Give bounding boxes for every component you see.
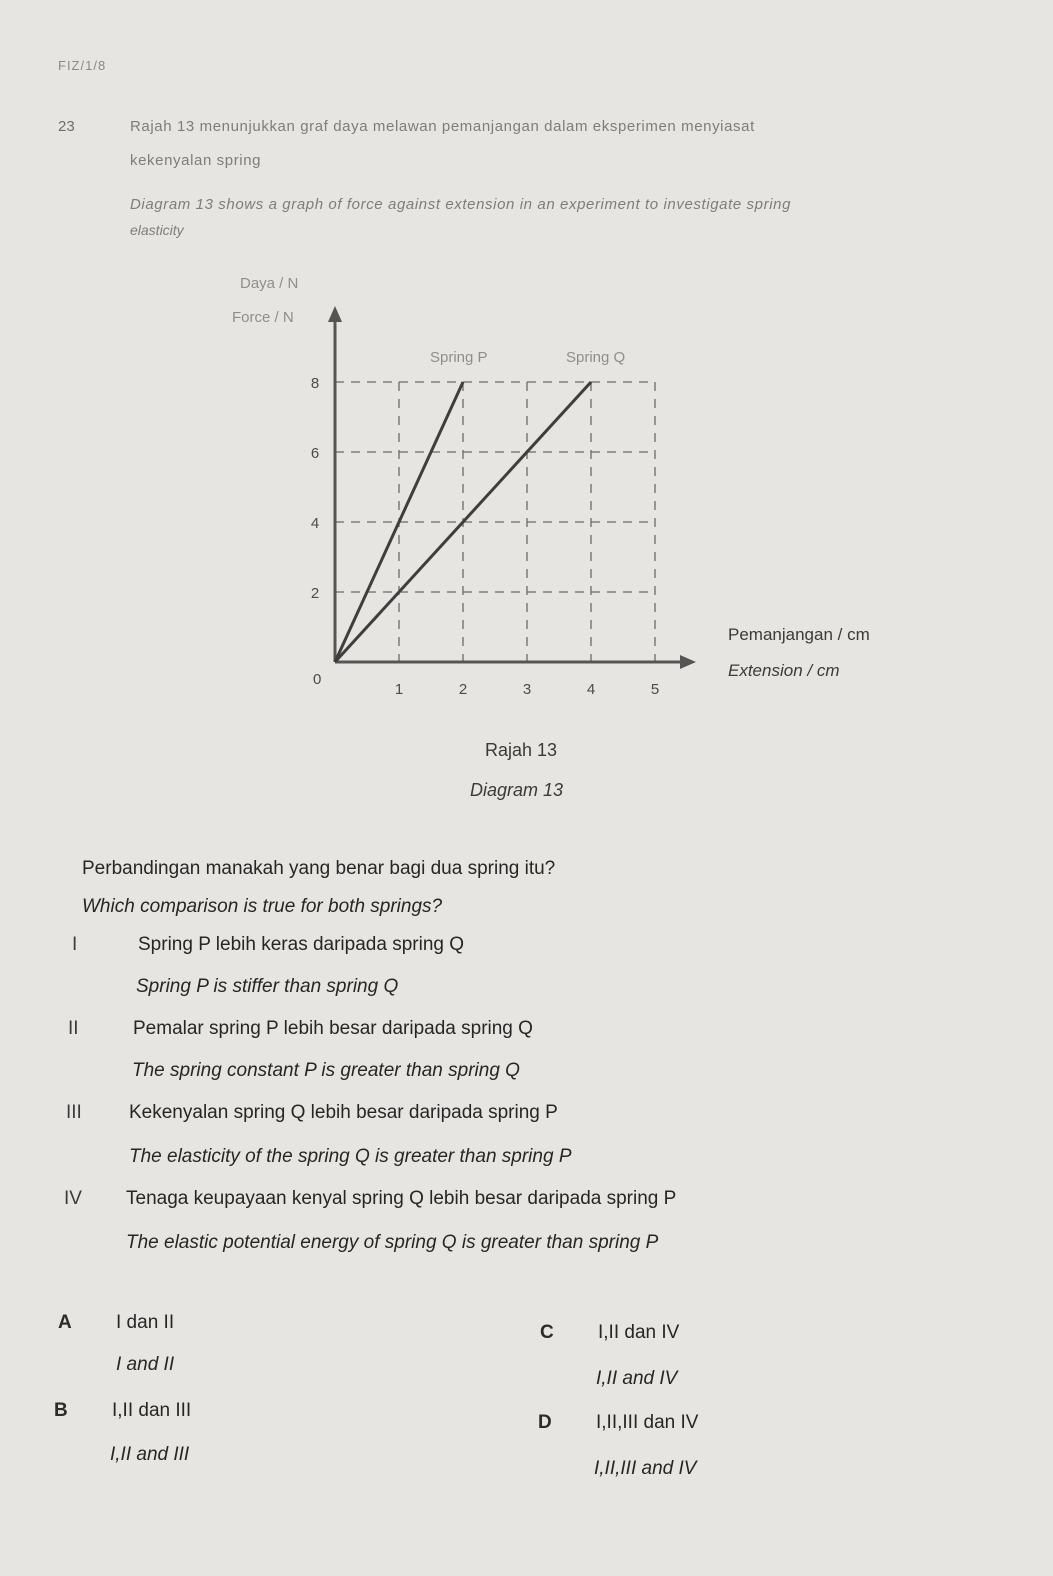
- option-d-letter[interactable]: D: [538, 1412, 552, 1433]
- intro-en-line2: elasticity: [130, 222, 184, 238]
- option-b-ms: I,II dan III: [112, 1400, 192, 1421]
- question-number: 23: [58, 118, 75, 135]
- statement-3-ms: Kekenyalan spring Q lebih besar daripada spring P: [129, 1102, 558, 1123]
- y-tick-label-4: 4: [310, 515, 320, 532]
- statement-4-ms: Tenaga keupayaan kenyal spring Q lebih besar daripada spring P: [126, 1188, 677, 1209]
- grid-lines: [335, 382, 655, 662]
- prompt-ms: Perbandingan manakah yang benar bagi dua spring itu?: [82, 858, 556, 879]
- option-a-ms: I dan II: [116, 1312, 175, 1333]
- x-tick-label-5: 5: [650, 681, 660, 698]
- caption-ms: Rajah 13: [485, 740, 558, 760]
- paper-code: FIZ/1/8: [58, 58, 107, 73]
- statement-4-en: The elastic potential energy of spring Q is greater than spring P: [126, 1232, 659, 1253]
- option-c-letter[interactable]: C: [540, 1322, 554, 1343]
- x-axis-label-en: Extension / cm: [728, 661, 840, 680]
- statement-1-en: Spring P is stiffer than spring Q: [136, 976, 399, 997]
- series-label-spring-p: Spring P: [430, 349, 488, 366]
- x-tick-label-3: 3: [522, 681, 532, 698]
- statement-3-number: III: [66, 1102, 82, 1123]
- x-tick-label-4: 4: [586, 681, 596, 698]
- statement-4-number: IV: [64, 1188, 82, 1209]
- x-tick-label-1: 1: [394, 681, 404, 698]
- option-c-ms: I,II dan IV: [598, 1322, 680, 1343]
- option-b-en: I,II and III: [110, 1444, 190, 1465]
- option-d-en: I,II,III and IV: [594, 1458, 697, 1479]
- origin-label: 0: [313, 671, 322, 688]
- option-a-en: I and II: [116, 1354, 175, 1375]
- x-tick-label-2: 2: [458, 681, 468, 698]
- y-tick-label-6: 6: [310, 445, 320, 462]
- statement-2-ms: Pemalar spring P lebih besar daripada spring Q: [133, 1018, 533, 1039]
- statement-1-ms: Spring P lebih keras daripada spring Q: [138, 934, 465, 955]
- intro-en-line1: Diagram 13 shows a graph of force against extension in an experiment to investigate spring: [130, 196, 792, 213]
- prompt-en: Which comparison is true for both springs?: [82, 896, 443, 917]
- intro-ms-line2: kekenyalan spring: [130, 152, 262, 169]
- statement-3-en: The elasticity of the spring Q is greater than spring P: [129, 1146, 572, 1167]
- force-extension-graph: [0, 0, 1053, 760]
- option-d-ms: I,II,III dan IV: [596, 1412, 699, 1433]
- x-axis-arrow: [680, 655, 696, 669]
- x-axis-label-ms: Pemanjangan / cm: [728, 625, 870, 644]
- statement-1-number: I: [72, 934, 78, 955]
- y-tick-label-8: 8: [310, 375, 320, 392]
- option-a-letter[interactable]: A: [58, 1312, 72, 1333]
- y-tick-label-2: 2: [310, 585, 320, 602]
- y-axis-label-ms: Daya / N: [240, 275, 299, 292]
- intro-ms-line1: Rajah 13 menunjukkan graf daya melawan pemanjangan dalam eksperimen menyiasat: [130, 118, 755, 135]
- caption-en: Diagram 13: [470, 780, 564, 800]
- y-axis-label-en: Force / N: [232, 309, 294, 326]
- statement-2-number: II: [68, 1018, 79, 1039]
- series-label-spring-q: Spring Q: [566, 349, 626, 366]
- option-b-letter[interactable]: B: [54, 1400, 68, 1421]
- option-c-en: I,II and IV: [596, 1368, 678, 1389]
- statement-2-en: The spring constant P is greater than spring Q: [132, 1060, 520, 1081]
- y-axis-arrow: [328, 306, 342, 322]
